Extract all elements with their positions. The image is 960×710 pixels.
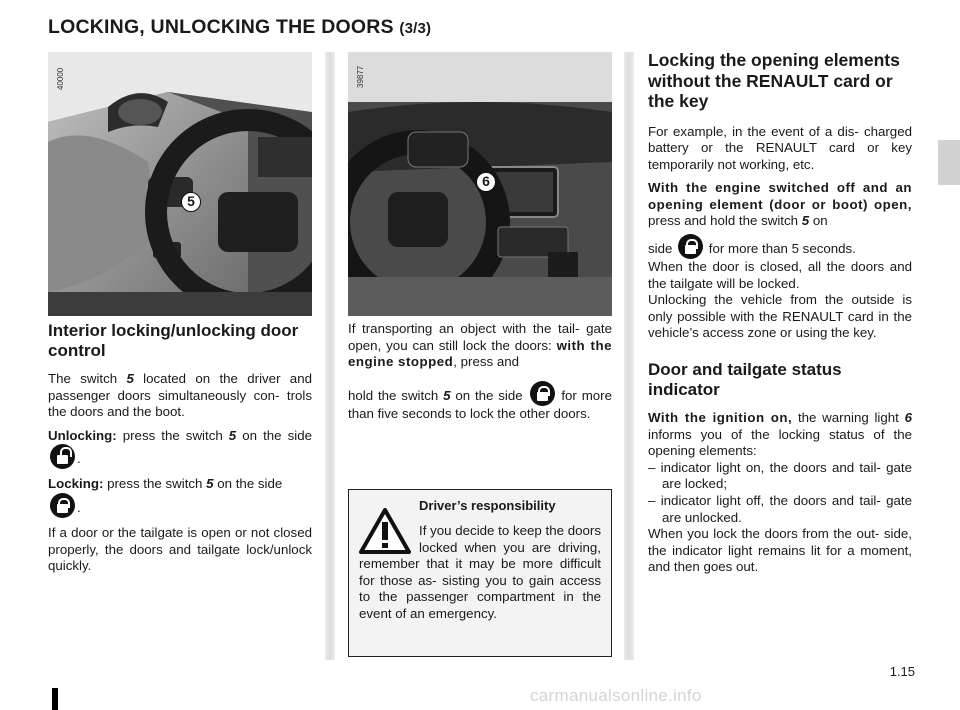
intro-paragraph: The switch 5 located on the driver and passenger doors simultaneously con- trols the doors and the boot. (48, 371, 312, 420)
page-number: 1.15 (889, 664, 915, 679)
list-item: – indicator light on, the doors and tail- gate are locked; (648, 459, 912, 492)
unlocking-paragraph: Unlocking: press the switch 5 on the side . (48, 428, 312, 470)
door-panel-photo (48, 52, 312, 316)
warning-box (348, 489, 612, 657)
door-open-paragraph: If a door or the tailgate is open or not closed properly, the doors and tailgate lock/unlock quickly. (48, 524, 312, 574)
warning-triangle-icon (359, 508, 411, 554)
doors-locked-paragraph: When the door is closed, all the doors and the tailgate will be locked. (648, 259, 912, 291)
hold-switch-paragraph: hold the switch 5 on the side for more than five seconds to lock the other doors. (348, 381, 612, 423)
list-item: – indicator light off, the doors and tail- gate are unlocked. (648, 493, 912, 525)
indicator-out-paragraph: When you lock the doors from the out- side, the indicator light remains lit for a moment, and then goes out. (648, 526, 912, 575)
callout-6: 6 (476, 172, 496, 192)
image-code: 40000 (56, 67, 65, 90)
callout-5: 5 (181, 192, 201, 212)
lock-icon (678, 234, 703, 259)
page-title (48, 16, 431, 39)
column-1 (48, 321, 312, 575)
title-text: LOCKING, UNLOCKING THE DOORS (48, 16, 394, 38)
warning-title: Driver’s responsibility (419, 498, 556, 513)
engine-off-paragraph: With the engine switched off and an opening element (door or boot) open, press and hold the switch 5 on (648, 180, 912, 229)
image-code: 39877 (356, 65, 365, 88)
column-divider (325, 52, 335, 660)
unlock-icon (50, 444, 75, 469)
side-paragraph: side for more than 5 seconds. (648, 234, 912, 259)
column-2 (348, 321, 612, 422)
lock-icon (530, 381, 555, 406)
unlocking-outside-paragraph: Unlocking the vehicle from the outside is only possible with the RENAULT card in the vehicle’s access zone or using the key. (648, 292, 912, 341)
corner-mark (52, 688, 58, 710)
tailgate-paragraph: If transporting an object with the tail- gate open, you can still lock the doors: with the engine stopped, press and (348, 321, 612, 370)
chapter-tab (938, 140, 960, 185)
column-divider (624, 52, 634, 660)
column-3 (648, 50, 912, 576)
ignition-paragraph: With the ignition on, the warning light 6 informs you of the locking status of the opening elements: (648, 410, 912, 459)
indicator-list (648, 460, 912, 526)
locking-paragraph: Locking: press the switch 5 on the side . (48, 476, 312, 518)
lock-icon (50, 493, 75, 518)
section-heading: Door and tailgate status indicator (648, 360, 842, 400)
warning-text: If you decide to keep the doors locked when you are driving, remember that it may be more difficult for those as- sisting you to gain access to the passenger compartment in the event of an emergency. (359, 523, 601, 621)
section-heading: Interior locking/unlocking door control (48, 321, 299, 360)
section-heading: Locking the opening elements without the RENAULT card or the key (648, 50, 900, 111)
example-paragraph: For example, in the event of a dis- charged battery or the RENAULT card or key temporarily not working, etc. (648, 123, 912, 172)
watermark: carmanualsonline.info (530, 686, 702, 705)
title-part: (3/3) (399, 20, 432, 37)
door-panel-illustration (48, 52, 312, 316)
